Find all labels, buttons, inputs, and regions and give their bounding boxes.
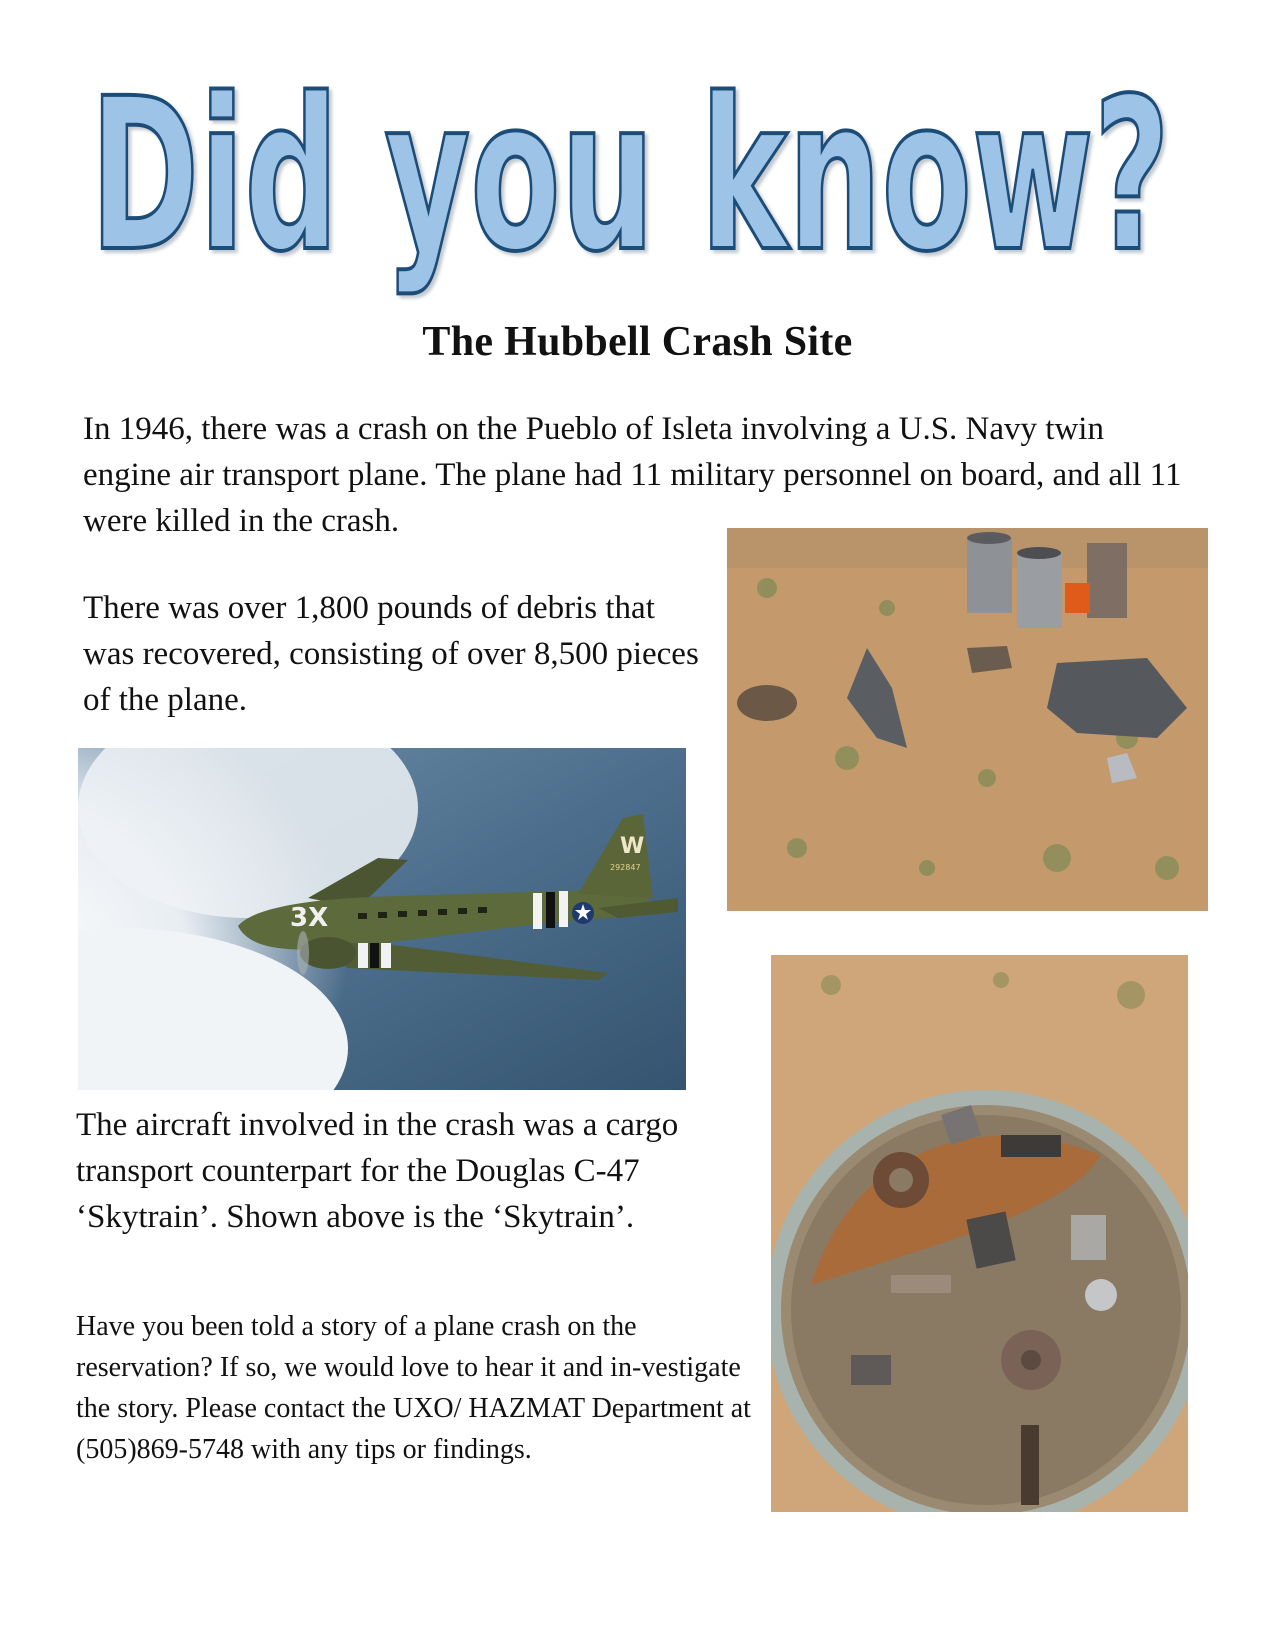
plane-tail-number: 292847 [610, 863, 641, 872]
intro-paragraph: In 1946, there was a crash on the Pueblo of Isleta involving a U.S. Navy twin engine air transport plane. The plane had 11 military personnel on board, and all 11 were killed in the crash. [83, 411, 1182, 539]
plane-nose-code: 3X [290, 903, 329, 933]
skytrain-photo [78, 748, 686, 1090]
contact-paragraph: Have you been told a story of a plane crash on the reservation? If so, we would love to hear it and in-vestigate the story. Please contact the UXO/ HAZMAT Department at (505)869-5748 with any tips or findings. [76, 1311, 751, 1465]
article-title: The Hubbell Crash Site [422, 319, 853, 365]
plane-tail-letter: W [620, 834, 645, 859]
headline-word-art [60, 70, 1200, 310]
debris-paragraph: There was over 1,800 pounds of debris that was recovered, consisting of over 8,500 pieces of the plane. [83, 590, 699, 718]
barrel-debris-photo [771, 955, 1188, 1512]
headline-text: Did you know? [90, 70, 1170, 298]
aircraft-paragraph: The aircraft involved in the crash was a cargo transport counterpart for the Douglas C-47 ‘Skytrain’. Shown above is the ‘Skytrain’. [76, 1107, 679, 1235]
debris-field-photo [727, 528, 1208, 911]
